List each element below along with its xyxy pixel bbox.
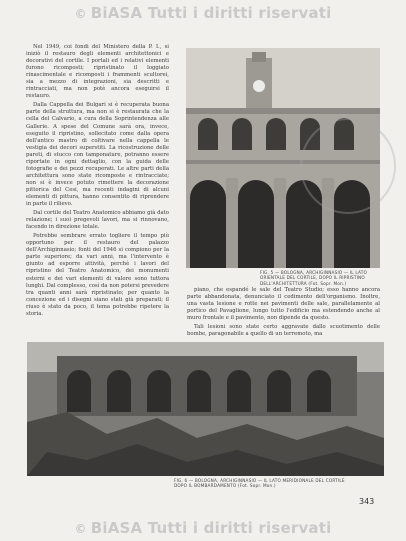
figure-caption: FIG. 5 — BOLOGNA, ARCHIGINNASIO — IL LATO ORIENTALE DEL CORTILE, DOPO IL RIPRISTINO DELL'ARCHITETTURA (Fot. Sopr. Mon.) bbox=[260, 270, 367, 286]
paragraph: piano, che espandé le sale del Teatro Studio; esso hanno ancora parte abbandonata, denunciato il cedimento dell'organismo. Inoltre, una vasta lesione e rotte nei pavimenti delle sale, parallelamente al portico del Pavaglione, lungo tutto l'edificio ma estendendo anche al muro frontale e il pavimento, non dipende da questo. bbox=[187, 287, 380, 322]
courtyard-photo-bombed bbox=[27, 342, 384, 476]
watermark-top bbox=[0, 4, 406, 22]
paragraph: Dal cortile del Teatro Anatomico abbiamo già dato relazione; i suoi pregevoli lavori, ma si rinnovano, facendo in direzione totale. bbox=[26, 210, 169, 231]
paragraph: Tali lesioni sono state certo aggravate dallo scuotimento delle bombe, paragonabile a quello di un terremoto, ma bbox=[187, 324, 380, 338]
paragraph: Potrebbe sembrare errato togliere il tempo più opportuno per il restauro del palazzo dell'Archiginnasio; fonti del 1946 si compiono per la parte superiore; da vari anni, ma l'intervento è giunto ad esporre attività, perchè i lavori del ripristino del Teatro Anatomico, dei monumenti esterni e dei vari elementi di valore sono tuttora lunghi. Dal complesso, così da non potersi prevedere tra quanti anni sarà ripristinato; per quanto la concezione ed i disegni siano stati già preparati; il riuso è stato da poco, il tema potrebbe ripetere la storia. bbox=[26, 233, 169, 317]
watermark-text: BiASA Tutti i diritti riservati bbox=[90, 519, 332, 537]
paragraph: Nel 1949, coi fondi del Ministero della P. I., si iniziò il restauro degli elementi architettonici e decorativi del cortile. I portali ed i relativi elementi furono ricomposti; ripristinato il loggiato rinascimentale e ricomposti i frammenti scultorei, sia a mezzo di integrazioni, sia descritti e rintracciati, ma non potè ancora eseguirsi il restauro. bbox=[26, 44, 169, 100]
library-stamp bbox=[300, 118, 396, 214]
left-text-column bbox=[26, 44, 169, 320]
copyright-icon: © bbox=[74, 7, 87, 21]
right-text-column bbox=[187, 287, 380, 340]
page-number: 343 bbox=[359, 497, 375, 506]
ruins-illustration bbox=[27, 342, 384, 476]
figure-caption: FIG. 6 — BOLOGNA, ARCHIGINNASIO — IL LATO MERIDIONALE DEL CORTILE DOPO IL BOMBARDAMENTO (Fot. Sopr. Mon.) bbox=[174, 478, 345, 489]
paragraph: Dalla Cappella dei Bulgari si è recuperata buona parte della struttura, ma non si è restaurata che la cella del Calvario, a cura della Soprintendenza alle Gallerie. A spese del Comune sarà ora, invece, eseguito il ripristino, sollecitato come dalla opera dell'antico mastro di coltivare nella cappella le vestigia dei decori superstiti. La ricostruzione delle pareti, di stucco con tamponature, potranno essere riportate in ogni dettaglio, con la guida delle fotografie e dei pezzi recuperati. Le altre parti della architettura sono state ricomposte e rintracciate; non si è invece potuto rimettere la decorazione pittorica del Cesi, ma recenti indagini di alcuni elementi di pittura, hanno consentito di riprendere in parte il rilievo. bbox=[26, 102, 169, 208]
copyright-icon: © bbox=[74, 522, 87, 536]
watermark-text: BiASA Tutti i diritti riservati bbox=[90, 4, 332, 22]
watermark-bottom bbox=[0, 519, 406, 537]
